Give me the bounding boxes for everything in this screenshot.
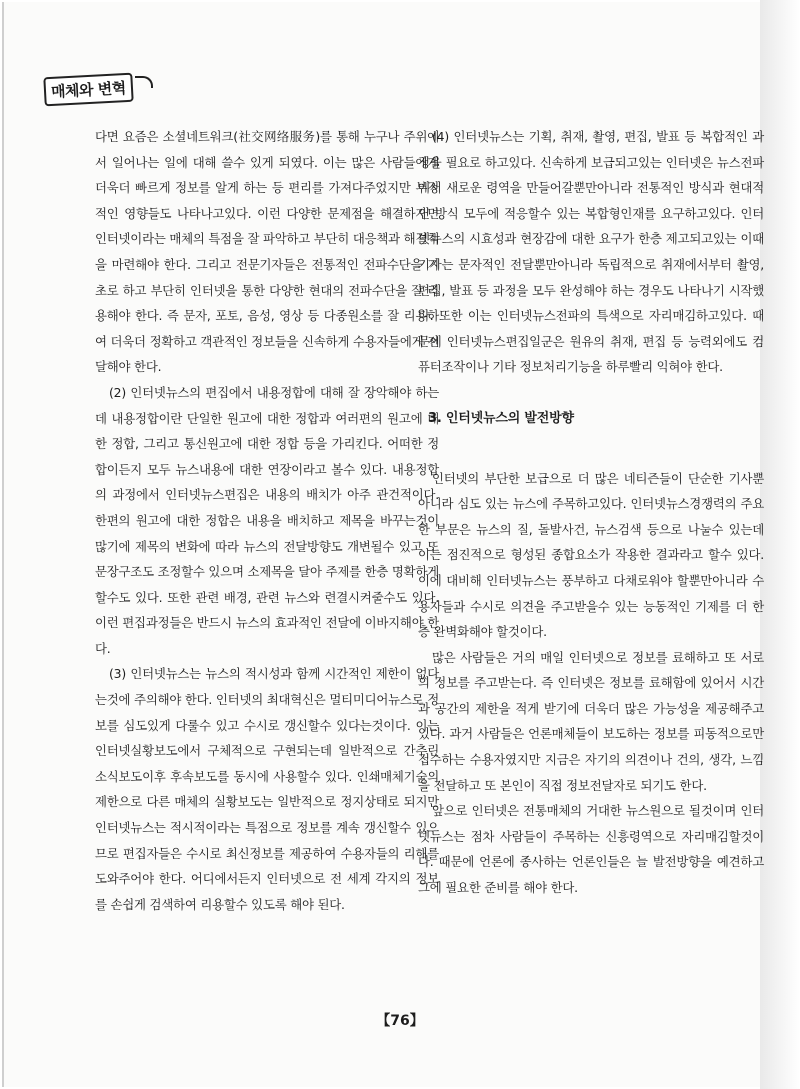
left-column [95,124,439,917]
paragraph: (4) 인터넷뉴스는 기획, 취재, 촬영, 편집, 발표 등 복합적인 과정을 필요로 하고있다. 신속하게 보급되고있는 인터넷은 뉴스전파에서 새로운 령역을 만들어갈뿐만아니라 전통적인 방식과 현대적인 방식 모두에 적응할수 있는 복합형인재를 요구하고있다. 인터넷뉴스의 시효성과 현장감에 대한 요구가 한층 제고되고있는 이때 기자는 문자적인 전달뿐만아니라 독립적으로 취재에서부터 촬영, 편집, 발표 등 과정을 모두 완성해야 하는 경우도 나타나기 시작했다. 또한 이는 인터넷뉴스전파의 특색으로 자리매김하고있다. 때문에 인터넷뉴스편집일군은 원유의 취재, 편집 등 능력외에도 컴퓨터조작이나 기타 정보처리기능을 하루빨리 익혀야 한다. [418,129,764,375]
page-number: 【76】 [376,1013,424,1029]
right-column [418,124,764,901]
logo-swirl-icon [135,76,153,88]
section-heading: 3. 인터넷뉴스의 발전방향 [428,410,574,426]
paragraph: 다면 요즘은 소셜네트워크(社交网络服务)를 통해 누구나 주위에서 일어나는 일에 대해 쓸수 있게 되였다. 이는 많은 사람들에게 더욱더 빠르게 정보를 알게 하는 등 편리를 가져다주었지만 부정적인 영향들도 나타나고있다. 이런 다양한 문제점을 해결하자면 인터넷이라는 매체의 특점을 잘 파악하고 부단히 대응책과 해결책을 마련해야 한다. 그리고 전문기자들은 전통적인 전파수단을 기초로 하고 부단히 인터넷을 통한 다양한 현대의 전파수단을 잘 리용해야 한다. 즉 문자, 포토, 음성, 영상 등 다종원소를 잘 리용하여 더욱더 정확하고 객관적인 정보들을 신속하게 수용자들에게 전달해야 한다. [95,129,439,375]
paragraph: (3) 인터넷뉴스는 뉴스의 적시성과 함께 시간적인 제한이 없다는것에 주의해야 한다. 인터넷의 최대혁신은 멀티미디어뉴스로 정보를 심도있게 다룰수 있고 수시로 갱신할수 있다는것이다. 이는 인터넷실황보도에서 구체적으로 구현되는데 일반적으로 간추린 소식보도이후 후속보도를 동시에 사용할수 있다. 인쇄매체기술의 제한으로 다른 매체의 실황보도는 일반적으로 정지상태로 되지만 인터넷뉴스는 적시적이라는 특점으로 정보를 계속 갱신할수 있으므로 편집자들은 수시로 최신정보를 제공하여 수용자들의 리해를 도와주어야 한다. 어디에서든지 인터넷으로 전 세계 각지의 정보를 손쉽게 검색하여 리용할수 있도록 해야 된다. [95,666,439,912]
page-edge [760,0,800,1089]
paragraph: 많은 사람들은 거의 매일 인터넷으로 정보를 료해하고 또 서로의 정보를 주고받는다. 즉 인터넷은 정보를 료해함에 있어서 시간과 공간의 제한을 적게 받기에 더욱더 많은 가능성을 제공해주고있다. 과거 사람들은 언론매체들이 보도하는 정보를 피동적으로만 접수하는 수용자였지만 지금은 자기의 의견이나 건의, 생각, 느낌을 전달하고 또 본인이 직접 정보전달자로 되기도 한다. [418,649,764,793]
paragraph: 앞으로 인터넷은 전통매체의 거대한 뉴스원으로 될것이며 인터넷뉴스는 점차 사람들이 주목하는 신흥령역으로 자리매김할것이다. 때문에 언론에 종사하는 언론인들은 늘 발전방향을 예견하고 그에 필요한 준비를 해야 한다. [418,803,764,896]
logo-text: 매체와 변혁 [43,72,133,106]
paragraph: (2) 인터넷뉴스의 편집에서 내용정합에 대해 잘 장악해야 하는데 내용정합이란 단일한 원고에 대한 정합과 여러편의 원고에 대한 정합, 그리고 통신원고에 대한 정합 등을 가리킨다. 어떠한 정합이든지 모두 뉴스내용에 대한 연장이라고 볼수 있다. 내용정합의 과정에서 인터넷뉴스편집은 내용의 배치가 아주 관건적이다. 한편의 원고에 대한 정합은 내용을 배치하고 제목을 바꾸는것이 많기에 제목의 변화에 따라 뉴스의 전달방향도 개변될수 있고 또 문장구조도 조정할수 있으며 소제목을 달아 주제를 한층 명확하게 할수도 있다. 또한 관련 배경, 관련 뉴스와 련결시켜줄수도 있다. 이런 편집과정들은 반드시 뉴스의 효과적인 전달에 이바지해야 한다. [95,384,439,656]
paragraph: 인터넷의 부단한 보급으로 더 많은 네티즌들이 단순한 기사뿐아니라 심도 있는 뉴스에 주목하고있다. 인터넷뉴스경쟁력의 주요한 부문은 뉴스의 질, 돌발사건, 뉴스검색 등으로 나눌수 있는데 이는 점진적으로 형성된 종합요소가 작용한 결과라고 할수 있다. 이에 대비해 인터넷뉴스는 풍부하고 다채로워야 할뿐만아니라 수용자들과 수시로 의견을 주고받을수 있는 능동적인 기제를 더 한층 완벽화해야 할것이다. [418,470,764,640]
magazine-logo [44,74,153,104]
